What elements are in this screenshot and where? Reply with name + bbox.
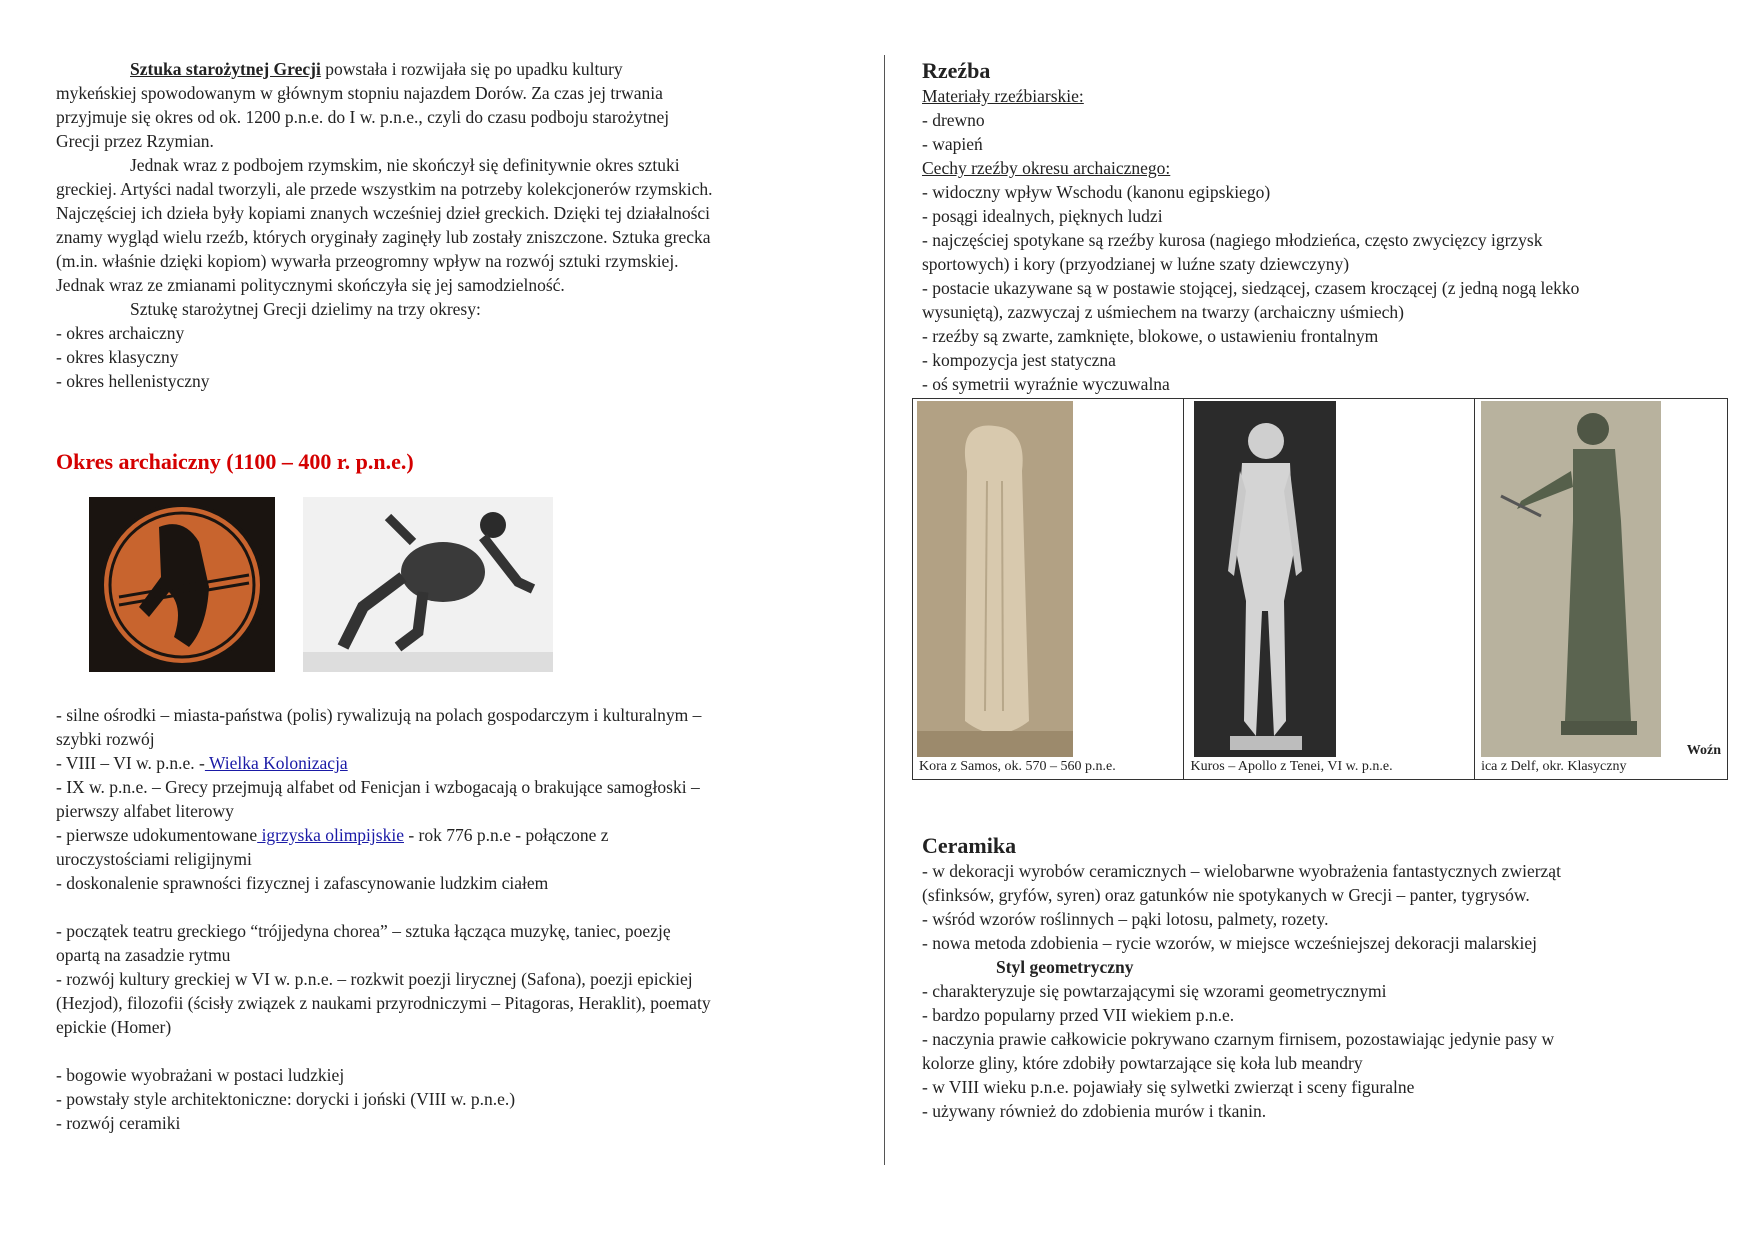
list-item: - naczynia prawie całkowicie pokrywano czarnym firnisem, pozostawiając jedynie pasy w (922, 1029, 1555, 1049)
sculpture-cell (913, 399, 1184, 780)
list-item: - postacie ukazywane są w postawie stojącej, siedzącej, czasem kroczącej (z jedną nogą lekko (922, 278, 1580, 298)
sculpture-cell (1184, 399, 1475, 780)
intro-paragraph-1: Sztuka starożytnej Grecji powstała i rozwijała się po upadku kultury (130, 59, 623, 79)
sculpture-table (912, 398, 1728, 780)
list-item: - bogowie wyobrażani w postaci ludzkiej (56, 1065, 345, 1085)
rzezba-heading: Rzeźba (922, 58, 991, 83)
list-item: - w dekoracji wyrobów ceramicznych – wielobarwne wyobrażenia fantastycznych zwierząt (922, 861, 1561, 881)
materials-label: Materiały rzeźbiarskie: (922, 86, 1084, 106)
intro-paragraph-2: Jednak wraz z podbojem rzymskim, nie skończył się definitywnie okres sztuki (130, 155, 680, 175)
list-item: - doskonalenie sprawności fizycznej i zafascynowanie ludzkim ciałem (56, 873, 549, 893)
list-item: - używany również do zdobienia murów i tkanin. (922, 1101, 1267, 1121)
kuros-statue-image (1194, 401, 1336, 757)
archaic-heading: Okres archaiczny (1100 – 400 r. p.n.e.) (56, 449, 414, 474)
list-item: - silne ośrodki – miasta-państwa (polis) rywalizują na polach gospodarczym i kulturalnym – (56, 705, 702, 725)
list-item: - powstały style architektoniczne: dorycki i joński (VIII w. p.n.e.) (56, 1089, 516, 1109)
list-item: - bardzo popularny przed VII wiekiem p.n.e. (922, 1005, 1235, 1025)
vase-painting-image (89, 497, 275, 672)
ceramika-section: Ceramika - w dekoracji wyrobów ceramicznych – wielobarwne wyobrażenia fantastycznych zwierząt (sfinksów, gryfów, syren) oraz gatunków nie spotykanych w Grecji – panter, tygrysów. - wśród wzorów roślinnych – pąki lotosu, palmety, rozety. - nowa metoda zdobienia – rycie wzorów, w miejsce wcześniejszej dekoracji malarskiej Styl geometryczny - charakteryzuje się powtarzającymi się wzorami geometrycznymi - bardzo popularny przed VII wiekiem p.n.e. - naczynia prawie całkowicie pokrywano czarnym firnisem, pozostawiając jedynie pasy w kolorze gliny, które zdobiły powtarzające się koła lub meandry - w VIII wieku p.n.e. pojawiały się sylwetki zwierząt i sceny figuralne - używany również do zdobienia murów i tkanin. (922, 833, 1732, 1123)
ceramika-heading: Ceramika (922, 833, 1017, 858)
list-item: - pierwsze udokumentowane igrzyska olimpijskie - rok 776 p.n.e - połączone z (56, 825, 609, 845)
list-item: - charakteryzuje się powtarzającymi się wzorami geometrycznymi (922, 981, 1387, 1001)
list-item: - VIII – VI w. p.n.e. - Wielka Kolonizacja (56, 753, 348, 773)
list-item: - najczęściej spotykane są rzeźby kurosa (nagiego młodzieńca, często zwycięzcy igrzysk (922, 230, 1543, 250)
list-item: - kompozycja jest statyczna (922, 350, 1116, 370)
list-item: - okres archaiczny (56, 323, 185, 343)
intro-title: Sztuka starożytnej Grecji (130, 59, 321, 79)
list-item: - drewno (922, 110, 985, 130)
igrzyska-olimpijskie-link[interactable]: igrzyska olimpijskie (257, 825, 404, 845)
list-item: - okres klasyczny (56, 347, 179, 367)
athlete-photo-image (303, 497, 553, 672)
kora-statue-image (917, 401, 1073, 757)
intro-paragraph-3: Sztukę starożytnej Grecji dzielimy na trzy okresy: (130, 299, 481, 319)
list-item: - w VIII wieku p.n.e. pojawiały się sylwetki zwierząt i sceny figuralne (922, 1077, 1415, 1097)
features-label: Cechy rzeźby okresu archaicznego: (922, 158, 1171, 178)
wielka-kolonizacja-link[interactable]: Wielka Kolonizacja (204, 753, 348, 773)
list-item: - początek teatru greckiego “trójjedyna chorea” – sztuka łącząca muzykę, taniec, poezję (56, 921, 671, 941)
list-item: - oś symetrii wyraźnie wyczuwalna (922, 374, 1170, 394)
caption-kora: Kora z Samos, ok. 570 – 560 p.n.e. (919, 759, 1116, 774)
charioteer-statue-image (1481, 401, 1661, 757)
caption-kuros: Kuros – Apollo z Tenei, VI w. p.n.e. (1190, 759, 1393, 774)
list-item: - rzeźby są zwarte, zamknięte, blokowe, o ustawieniu frontalnym (922, 326, 1379, 346)
list-item: - wśród wzorów roślinnych – pąki lotosu, palmety, rozety. (922, 909, 1329, 929)
caption-charioteer: ica z Delf, okr. Klasyczny (1481, 759, 1627, 774)
sculpture-cell: Woźn ica z Delf, okr. Klasyczny (1475, 399, 1728, 780)
list-item: - okres hellenistyczny (56, 371, 210, 391)
list-item: - rozwój ceramiki (56, 1113, 181, 1133)
column-divider (884, 55, 885, 1165)
list-item: - nowa metoda zdobienia – rycie wzorów, w miejsce wcześniejszej dekoracji malarskiej (922, 933, 1538, 953)
list-item: - wapień (922, 134, 983, 154)
list-item: - rozwój kultury greckiej w VI w. p.n.e. – rozkwit poezji lirycznej (Safona), poezji epickiej (56, 969, 693, 989)
list-item: - widoczny wpływ Wschodu (kanonu egipskiego) (922, 182, 1271, 202)
list-item: - posągi idealnych, pięknych ludzi (922, 206, 1163, 226)
geo-heading: Styl geometryczny (996, 957, 1134, 977)
list-item: - IX w. p.n.e. – Grecy przejmują alfabet od Fenicjan i wzbogacają o brakujące samogłoski – (56, 777, 700, 797)
